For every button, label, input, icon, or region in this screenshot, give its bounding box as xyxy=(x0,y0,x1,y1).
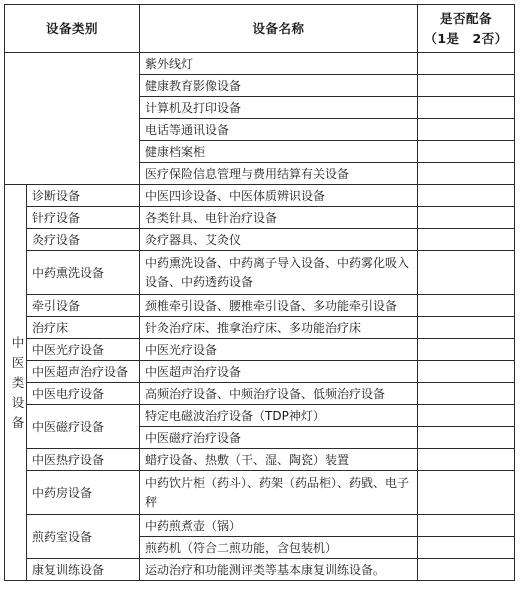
subcategory: 灸疗设备 xyxy=(27,229,140,251)
equipment-name: 中医超声治疗设备 xyxy=(140,361,418,383)
subcategory: 中医电疗设备 xyxy=(27,383,140,405)
equipment-name: 灸疗器具、艾灸仪 xyxy=(140,229,418,251)
equipment-name: 中医四诊设备、中医体质辨识设备 xyxy=(140,185,418,207)
header-config xyxy=(418,5,515,53)
tcm-row xyxy=(5,361,515,383)
subcategory: 针疗设备 xyxy=(27,207,140,229)
subcategory: 治疗床 xyxy=(27,317,140,339)
config-cell xyxy=(418,163,515,185)
config-cell xyxy=(418,537,515,559)
equipment-name: 中医磁疗治疗设备 xyxy=(140,427,418,449)
config-cell xyxy=(418,361,515,383)
equipment-name: 电话等通讯设备 xyxy=(140,119,418,141)
equipment-name: 健康教育影像设备 xyxy=(140,75,418,97)
tcm-row xyxy=(5,383,515,405)
subcategory: 牵引设备 xyxy=(27,295,140,317)
equipment-name: 特定电磁波治疗设备（TDP神灯） xyxy=(140,405,418,427)
config-cell xyxy=(418,471,515,515)
config-cell xyxy=(418,53,515,75)
equipment-table xyxy=(4,4,515,581)
subcategory: 中药熏洗设备 xyxy=(27,251,140,295)
config-cell xyxy=(418,339,515,361)
config-cell xyxy=(418,141,515,163)
config-cell xyxy=(418,229,515,251)
subcategory: 中医热疗设备 xyxy=(27,449,140,471)
tcm-row xyxy=(5,295,515,317)
subcategory: 康复训练设备 xyxy=(27,559,140,581)
config-cell xyxy=(418,515,515,537)
config-cell xyxy=(418,119,515,141)
config-cell xyxy=(418,559,515,581)
tcm-row xyxy=(5,339,515,361)
header-config-title: 是否配备 xyxy=(440,10,493,26)
config-cell xyxy=(418,383,515,405)
equipment-name: 颈椎牵引设备、腰椎牵引设备、多功能牵引设备 xyxy=(140,295,418,317)
equipment-name: 中医光疗设备 xyxy=(140,339,418,361)
tcm-row xyxy=(5,317,515,339)
tcm-row xyxy=(5,449,515,471)
tcm-row xyxy=(5,251,515,295)
equipment-name: 紫外线灯 xyxy=(140,53,418,75)
equipment-name: 中药煎煮壶（锅） xyxy=(140,515,418,537)
equipment-name: 高频治疗设备、中频治疗设备、低频治疗设备 xyxy=(140,383,418,405)
header-category: 设备类别 xyxy=(5,5,140,53)
config-cell xyxy=(418,75,515,97)
config-cell xyxy=(418,317,515,339)
equipment-name: 各类针具、电针治疗设备 xyxy=(140,207,418,229)
header-name: 设备名称 xyxy=(140,5,418,53)
tcm-row xyxy=(5,207,515,229)
equipment-name: 医疗保险信息管理与费用结算有关设备 xyxy=(140,163,418,185)
tcm-row xyxy=(5,185,515,207)
tcm-row xyxy=(5,229,515,251)
equipment-name: 蜡疗设备、热敷（干、湿、陶瓷）装置 xyxy=(140,449,418,471)
general-category-cell xyxy=(5,53,140,185)
config-cell xyxy=(418,251,515,295)
equipment-name: 中药饮片柜（药斗）、药架（药品柜）、药戥、电子秤 xyxy=(140,471,418,515)
subcategory: 中医超声治疗设备 xyxy=(27,361,140,383)
config-cell xyxy=(418,97,515,119)
tcm-row xyxy=(5,405,515,427)
config-cell xyxy=(418,449,515,471)
equipment-name: 健康档案柜 xyxy=(140,141,418,163)
header-row xyxy=(5,5,515,53)
equipment-name: 运动治疗和功能测评类等基本康复训练设备。 xyxy=(140,559,418,581)
general-row xyxy=(5,53,515,75)
tcm-row xyxy=(5,471,515,515)
config-cell xyxy=(418,295,515,317)
config-cell xyxy=(418,207,515,229)
tcm-group-label: 中医类设备 xyxy=(5,185,27,581)
config-cell xyxy=(418,427,515,449)
subcategory: 中医磁疗设备 xyxy=(27,405,140,449)
equipment-name: 计算机及打印设备 xyxy=(140,97,418,119)
subcategory: 诊断设备 xyxy=(27,185,140,207)
subcategory: 中医光疗设备 xyxy=(27,339,140,361)
subcategory: 煎药室设备 xyxy=(27,515,140,559)
tcm-row xyxy=(5,515,515,537)
rehab-row xyxy=(5,559,515,581)
config-cell xyxy=(418,185,515,207)
config-cell xyxy=(418,405,515,427)
equipment-name: 中药熏洗设备、中药离子导入设备、中药雾化吸入设备、中药透药设备 xyxy=(140,251,418,295)
header-config-legend: （1是 2否） xyxy=(424,30,508,46)
equipment-name: 针灸治疗床、推拿治疗床、多功能治疗床 xyxy=(140,317,418,339)
subcategory: 中药房设备 xyxy=(27,471,140,515)
equipment-name: 煎药机（符合二煎功能，含包装机） xyxy=(140,537,418,559)
